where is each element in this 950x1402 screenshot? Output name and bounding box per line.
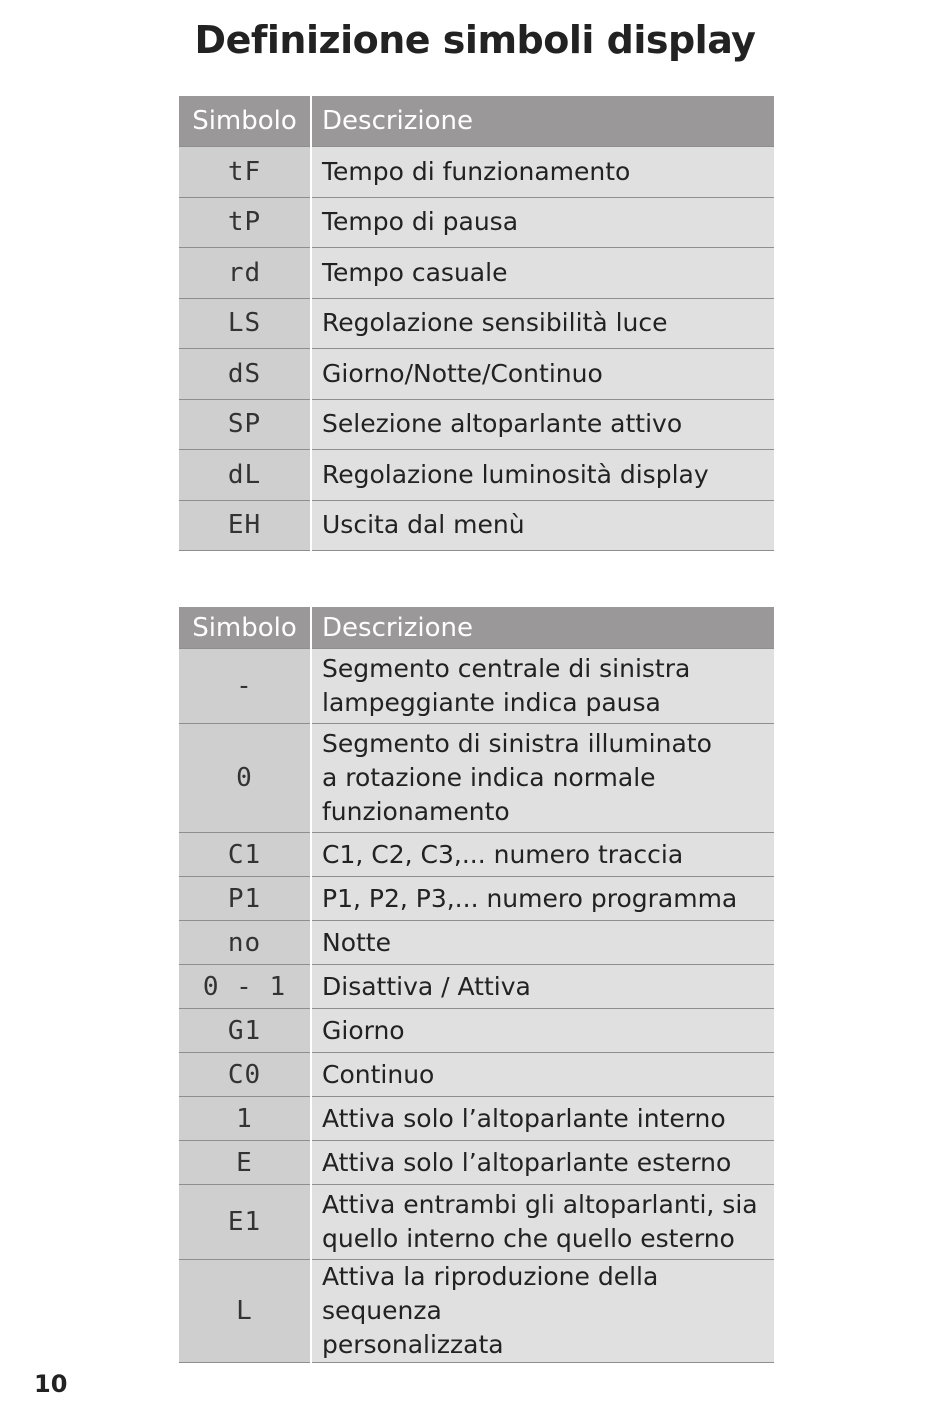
table-row bbox=[179, 1141, 774, 1185]
table-row bbox=[179, 921, 774, 965]
table-row bbox=[179, 965, 774, 1009]
symbol-description: C1, C2, C3,... numero traccia bbox=[311, 833, 774, 877]
table-row bbox=[179, 399, 774, 450]
symbol-description: Disattiva / Attiva bbox=[311, 965, 774, 1009]
table-row bbox=[179, 500, 774, 551]
symbol-description: Continuo bbox=[311, 1053, 774, 1097]
page-number: 10 bbox=[34, 1370, 68, 1398]
header-description: Descrizione bbox=[311, 96, 774, 147]
display-symbol: 1 bbox=[179, 1097, 311, 1141]
display-symbol: SP bbox=[179, 399, 311, 450]
table-header-row bbox=[179, 607, 774, 649]
display-symbol: L bbox=[179, 1260, 311, 1363]
display-symbol: P1 bbox=[179, 877, 311, 921]
symbol-description: P1, P2, P3,... numero programma bbox=[311, 877, 774, 921]
table-row bbox=[179, 1097, 774, 1141]
table-header-row bbox=[179, 96, 774, 147]
table-row bbox=[179, 724, 774, 833]
display-symbol: C0 bbox=[179, 1053, 311, 1097]
symbol-description: Attiva solo l’altoparlante esterno bbox=[311, 1141, 774, 1185]
symbol-description: Uscita dal menù bbox=[311, 500, 774, 551]
header-description: Descrizione bbox=[311, 607, 774, 649]
symbol-description: Giorno/Notte/Continuo bbox=[311, 349, 774, 400]
symbol-description: Segmento di sinistra illuminato a rotazione indica normale funzionamento bbox=[311, 724, 774, 833]
display-symbol: tP bbox=[179, 197, 311, 248]
symbol-description: Segmento centrale di sinistra lampeggiante indica pausa bbox=[311, 649, 774, 724]
table-row bbox=[179, 1260, 774, 1363]
table-row bbox=[179, 197, 774, 248]
display-symbols-table-1 bbox=[179, 96, 774, 551]
page-title: Definizione simboli display bbox=[194, 18, 756, 62]
display-symbol: C1 bbox=[179, 833, 311, 877]
table-row bbox=[179, 1009, 774, 1053]
display-symbol: no bbox=[179, 921, 311, 965]
symbol-description: Attiva solo l’altoparlante interno bbox=[311, 1097, 774, 1141]
display-symbol: LS bbox=[179, 298, 311, 349]
table-row bbox=[179, 298, 774, 349]
display-symbol: E bbox=[179, 1141, 311, 1185]
display-symbol: E1 bbox=[179, 1185, 311, 1260]
table-row bbox=[179, 649, 774, 724]
display-symbol: tF bbox=[179, 147, 311, 198]
display-symbol: 0 bbox=[179, 724, 311, 833]
symbol-description: Attiva entrambi gli altoparlanti, sia quello interno che quello esterno bbox=[311, 1185, 774, 1260]
table-row bbox=[179, 349, 774, 400]
symbol-description: Tempo di pausa bbox=[311, 197, 774, 248]
display-symbol: - bbox=[179, 649, 311, 724]
table-row bbox=[179, 248, 774, 299]
table-row bbox=[179, 877, 774, 921]
display-symbol: 0 - 1 bbox=[179, 965, 311, 1009]
header-symbol: Simbolo bbox=[179, 96, 311, 147]
display-symbol: EH bbox=[179, 500, 311, 551]
table-row bbox=[179, 833, 774, 877]
table-row bbox=[179, 1185, 774, 1260]
table-row bbox=[179, 147, 774, 198]
symbol-description: Tempo di funzionamento bbox=[311, 147, 774, 198]
symbol-description: Attiva la riproduzione della sequenza personalizzata bbox=[311, 1260, 774, 1363]
header-symbol: Simbolo bbox=[179, 607, 311, 649]
symbol-description: Tempo casuale bbox=[311, 248, 774, 299]
symbol-description: Giorno bbox=[311, 1009, 774, 1053]
symbol-description: Regolazione sensibilità luce bbox=[311, 298, 774, 349]
display-symbol: dL bbox=[179, 450, 311, 501]
table-row bbox=[179, 1053, 774, 1097]
table-row bbox=[179, 450, 774, 501]
display-symbol: rd bbox=[179, 248, 311, 299]
display-symbols-table-2 bbox=[179, 607, 774, 1363]
display-symbol: G1 bbox=[179, 1009, 311, 1053]
symbol-description: Selezione altoparlante attivo bbox=[311, 399, 774, 450]
display-symbol: dS bbox=[179, 349, 311, 400]
symbol-description: Notte bbox=[311, 921, 774, 965]
symbol-description: Regolazione luminosità display bbox=[311, 450, 774, 501]
